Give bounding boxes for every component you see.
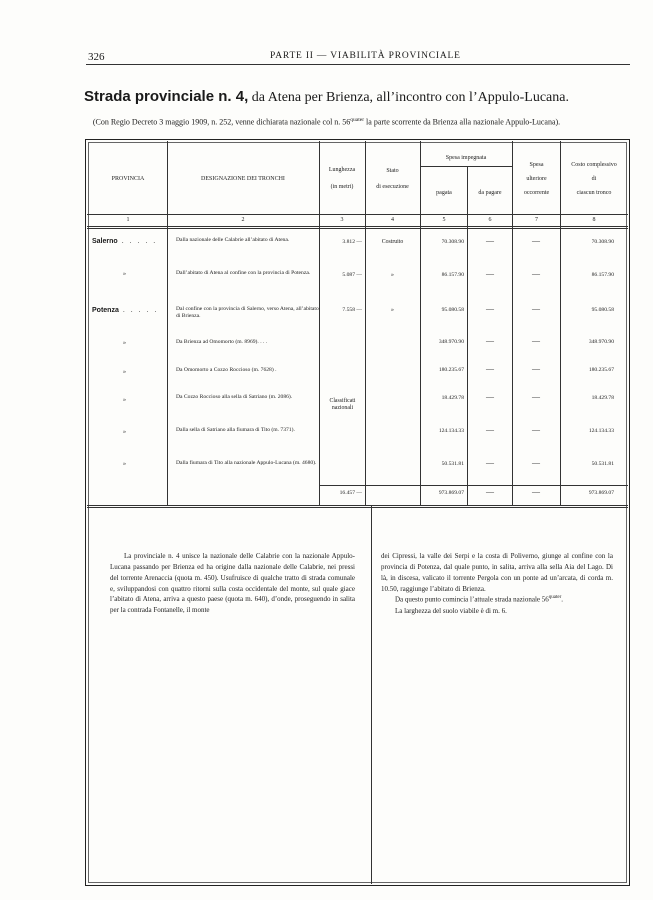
da-pagare-cell: —: [486, 392, 494, 401]
width-paragraph: La larghezza del suolo viabile è di m. 6.: [395, 606, 507, 615]
column-number: 6: [488, 217, 492, 223]
header-da-pagare: da pagare: [478, 190, 502, 196]
costo-cell: 70.308.90: [591, 239, 614, 245]
provincia-ditto: »: [123, 397, 126, 403]
col-rule: [167, 141, 168, 506]
da-pagare-cell: —: [486, 458, 494, 467]
description-paragraph: [381, 594, 613, 605]
subheader-rule: [420, 166, 512, 167]
header-provincia: PROVINCIA: [111, 176, 145, 182]
total-ulteriore: —: [532, 487, 540, 496]
page-number: 326: [88, 51, 105, 63]
total-da-pagare: —: [486, 487, 494, 496]
provincia-name: Salerno: [92, 238, 118, 245]
running-head: PARTE II — VIABILITÀ PROVINCIALE: [270, 51, 461, 61]
costo-cell: 124.134.33: [588, 428, 614, 434]
tronco-cell: Dalla fiumara di Tito alla nazionale Appulo-Lucana (m. 4680).: [176, 460, 317, 466]
provincia-cell: [92, 307, 158, 314]
numbers-bottom-rule: [87, 226, 628, 229]
provincia-ditto: »: [123, 461, 126, 467]
pagata-cell: 18.429.78: [441, 395, 464, 401]
costo-cell: 50.531.81: [591, 461, 614, 467]
stato-cell: Costruito: [381, 239, 404, 245]
national-road-text: Da questo punto comincia l’attuale strada nazionale 56: [395, 595, 549, 604]
decree-note: [0, 117, 653, 127]
header-stato-2: di esecuzione: [376, 184, 409, 190]
pagata-cell: 95.080.58: [441, 307, 464, 313]
total-costo: 973.869.07: [588, 490, 614, 496]
pagata-cell: 348.970.90: [438, 339, 464, 345]
title-bold: Strada provinciale n. 4,: [84, 88, 249, 105]
costo-cell: 86.157.90: [591, 272, 614, 278]
ulteriore-cell: —: [532, 458, 540, 467]
total-lunghezza: 16.457 —: [339, 490, 362, 496]
provincia-ditto: »: [123, 271, 126, 277]
provincia-name: Potenza: [92, 307, 119, 314]
page-title: [0, 88, 653, 106]
header-spesa-impegnata: Spesa impegnata: [445, 155, 487, 161]
header-lunghezza: Lunghezza: [328, 167, 356, 173]
stato-cell: »: [391, 272, 394, 278]
da-pagare-cell: —: [486, 336, 494, 345]
header-rule: [86, 64, 630, 65]
header-costo-2: di: [591, 176, 597, 182]
left-text-column: [110, 551, 355, 616]
lunghezza-cell: 3.812 —: [342, 239, 362, 245]
column-number: 2: [241, 217, 245, 223]
lunghezza-cell: 5.087 —: [342, 272, 362, 278]
leader-dots: . . . . .: [122, 307, 159, 314]
ulteriore-cell: —: [532, 364, 540, 373]
da-pagare-cell: —: [486, 425, 494, 434]
ulteriore-cell: —: [532, 269, 540, 278]
decree-sup: quater: [350, 117, 365, 123]
column-number: 8: [592, 217, 596, 223]
column-number: 4: [391, 217, 394, 223]
decree-after: la parte scorrente da Brienza alla nazionale Appulo-Lucana).: [364, 117, 561, 127]
lunghezza-cell: 7.558 —: [342, 307, 362, 313]
table-bottom-rule: [87, 505, 628, 508]
total-pagata: 973.869.07: [438, 490, 464, 496]
tronco-cell: Da Brienza ad Omomorto (m. 8969). . . .: [176, 339, 268, 345]
header-designazione: DESIGNAZIONE DEI TRONCHI: [201, 176, 285, 182]
ulteriore-cell: —: [532, 392, 540, 401]
header-costo-3: ciascun tronco: [576, 190, 612, 196]
header-stato: Stato: [386, 168, 399, 174]
column-number: 7: [535, 217, 538, 223]
pagata-cell: 86.157.90: [441, 272, 464, 278]
costo-cell: 18.429.78: [591, 395, 614, 401]
right-text-column: [381, 551, 613, 616]
header-costo: Costo complessivo: [571, 162, 617, 168]
leader-dots: . . . . .: [121, 238, 158, 245]
text-column-rule: [371, 506, 372, 884]
tronco-cell: Dal confine con la provincia di Salerno, verso Atena, all’abitato di Brienza.: [176, 306, 319, 320]
da-pagare-cell: —: [486, 236, 494, 245]
ulteriore-cell: —: [532, 425, 540, 434]
tronco-cell: Dall’abitato di Atena al confine con la provincia di Potenza.: [176, 270, 311, 276]
pagata-cell: 124.134.33: [438, 428, 464, 434]
totals-rule: [319, 485, 628, 486]
tronco-cell: Dalla nazionale delle Calabrie all’abitato di Atena.: [176, 237, 290, 243]
description-paragraph: La provinciale n. 4 unisce la nazionale delle Calabrie con la nazionale Appulo-Lucana passando per Brienza ed ha origine dalla nazionale delle Calabrie, nei pressi del torrente Arenaccia (quota m. 450). Usufruisce di qualche tratto di strada comunale e, sviluppandosi con quattro ritorni sulla costa occidentale del monte, sul quale giace l’abitato di Atena, arriva a questo paese (quota m. 640), d’onde, proseguendo in salita per la contrada Fontanelle, il monte: [110, 552, 355, 615]
ulteriore-cell: —: [532, 236, 540, 245]
ulteriore-cell: —: [532, 336, 540, 345]
col-rule: [365, 141, 366, 506]
header-lunghezza-unit: (in metri): [330, 184, 354, 190]
national-road-end: .: [561, 595, 564, 604]
costo-cell: 348.970.90: [588, 339, 614, 345]
header-spesa-ulteriore-2: ulteriore: [526, 176, 547, 182]
costo-cell: 180.235.67: [588, 367, 614, 373]
header-spesa-ulteriore-3: occorrente: [523, 190, 550, 196]
tronco-cell: Dalla sella di Satriano alla fiumara di Tito (m. 7371).: [176, 427, 295, 433]
description-continuation: dei Cipressi, la valle dei Serpi e la costa di Poliverno, giunge al confine con la provincia di Potenza, dal quale punto, in salita, arriva alla sella Aia del Lago. Di là, in discesa, valicato il torrente Pergola con un ponte ad un’arcata, di corda m. 10.50, raggiunge l’abitato di Brienza.: [381, 552, 613, 593]
provincia-ditto: »: [123, 429, 126, 435]
da-pagare-cell: —: [486, 304, 494, 313]
provincia-ditto: »: [123, 369, 126, 375]
tronco-cell: Da Omomorto a Cozzo Roccioso (m. 7628) .: [176, 367, 277, 373]
title-rest: da Atena per Brienza, all’incontro con l’Appulo-Lucana.: [248, 90, 569, 105]
pagata-cell: 180.235.67: [438, 367, 464, 373]
da-pagare-cell: —: [486, 364, 494, 373]
da-pagare-cell: —: [486, 269, 494, 278]
provincia-ditto: »: [123, 340, 126, 346]
header-spesa-ulteriore: Spesa: [529, 162, 544, 168]
costo-cell: 95.080.58: [591, 307, 614, 313]
col-rule: [319, 141, 320, 506]
column-number: 3: [340, 217, 344, 223]
column-number: 5: [442, 217, 446, 223]
header-pagata: pagata: [436, 190, 452, 196]
header-bottom-rule: [87, 214, 628, 215]
ulteriore-cell: —: [532, 304, 540, 313]
tronco-cell: Da Cozzo Roccioso alla sella di Satriano (m. 2086).: [176, 394, 293, 400]
column-number: 1: [126, 217, 130, 223]
stato-cell: »: [391, 307, 394, 313]
decree-before: (Con Regio Decreto 3 maggio 1909, n. 252, venne dichiarata nazionale col n. 56: [92, 117, 351, 127]
provincia-cell: [92, 238, 157, 245]
pagata-cell: 70.308.90: [441, 239, 464, 245]
pagata-cell: 50.531.81: [441, 461, 464, 467]
classificati-nazionali-note: Classificati nazionali: [329, 398, 356, 412]
national-road-sup: quater: [548, 595, 562, 601]
